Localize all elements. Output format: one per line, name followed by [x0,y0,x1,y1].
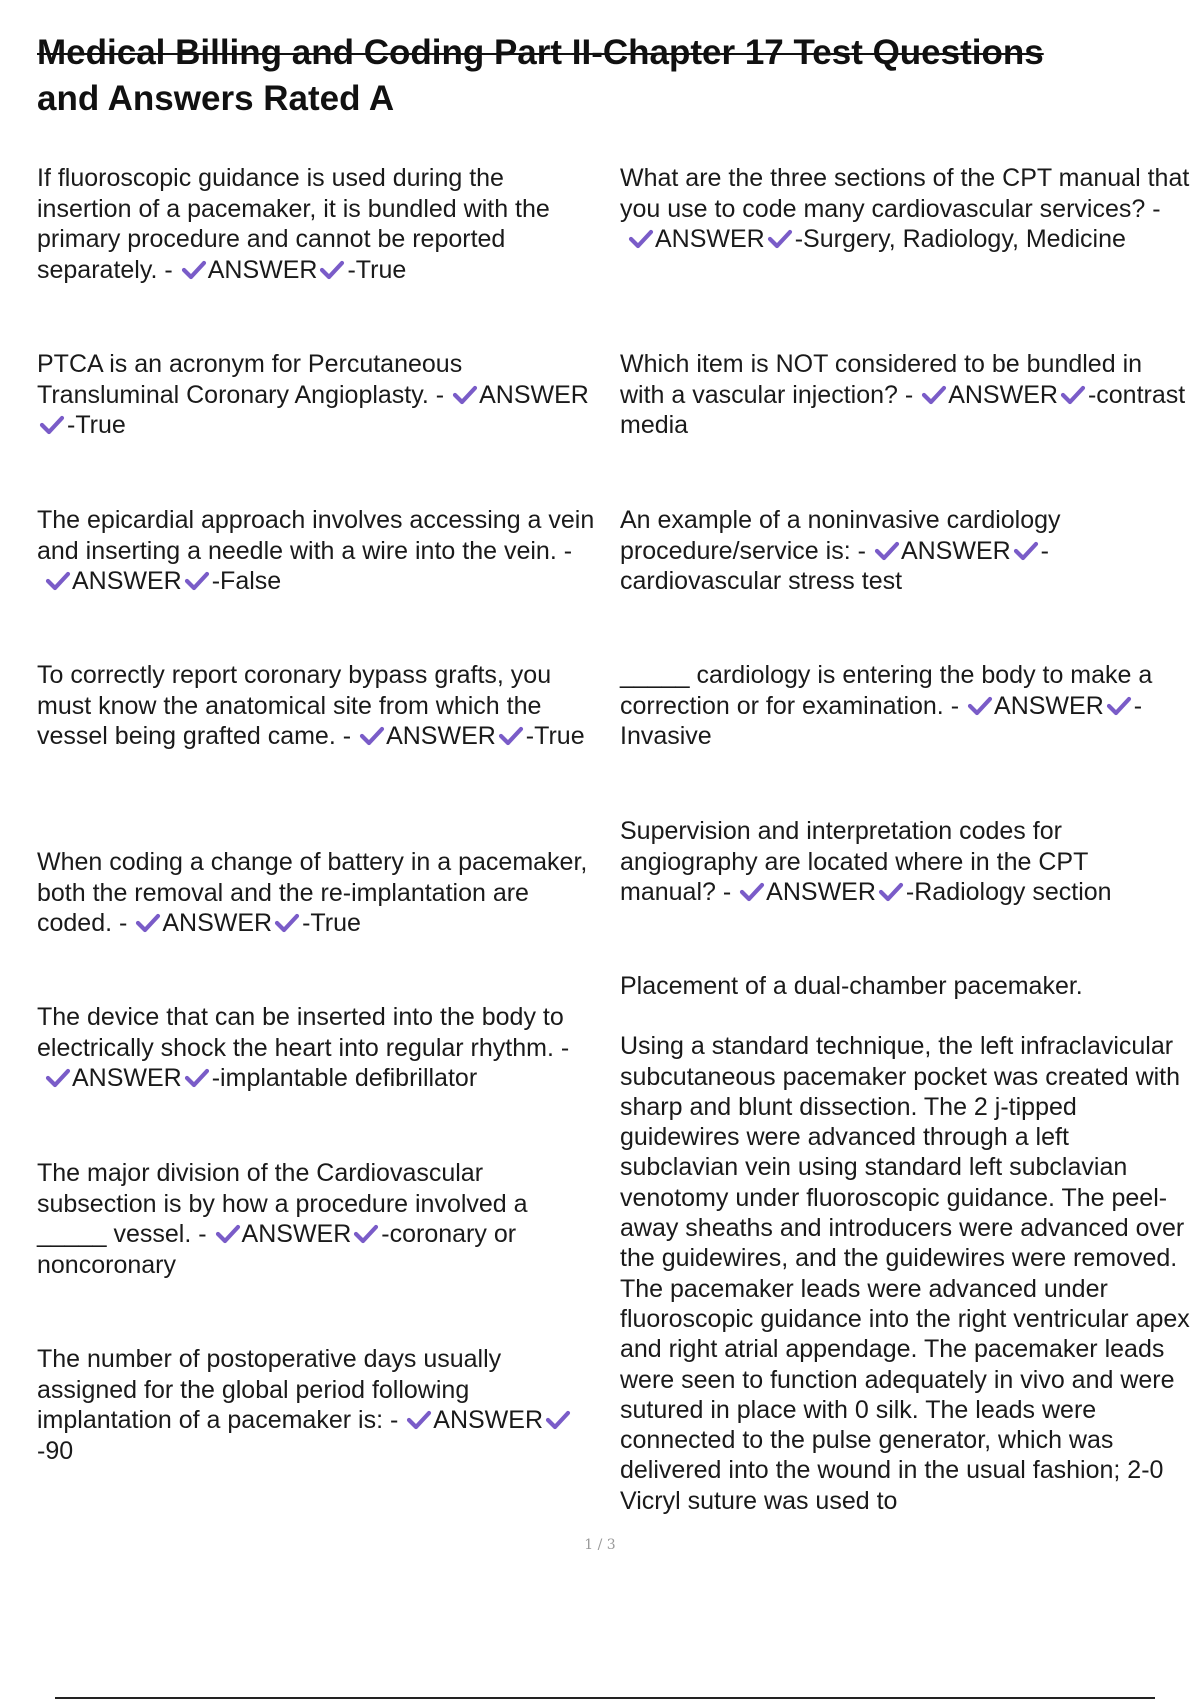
question-text: Supervision and interpretation codes for angiography are located where in the CPT manual? - [620,817,1088,906]
answer-text: -contrast media [620,380,1186,439]
qa-item-left-7 [37,1158,602,1280]
qa-item-left-3 [37,505,602,597]
page-number: 1 / 3 [584,1537,616,1553]
question-text: The epicardial approach involves accessing a vein and inserting a needle with a wire into the vein. - [37,506,595,565]
question-text: If fluoroscopic guidance is used during the insertion of a pacemaker, it is bundled with the primary procedure and cannot be reported separately. - [37,164,550,284]
qa-item-left-6 [37,1002,602,1094]
answer-text: -True [67,411,126,439]
answer-label: ANSWER [162,909,273,937]
question-text: PTCA is an acronym for Percutaneous Transluminal Coronary Angioplasty. - [37,350,463,409]
check-icon [319,258,345,280]
check-icon [359,724,385,746]
answer-label: ANSWER [72,1064,182,1092]
check-icon [921,383,947,405]
qa-item-right-1 [620,163,1190,255]
answer-label: ANSWER [948,380,1058,409]
check-icon [452,383,478,405]
question-heading: Placement of a dual-chamber pacemaker. [620,972,1083,1000]
answer-label: ANSWER [207,255,318,284]
check-icon [767,227,793,249]
question-text: What are the three sections of the CPT manual that you use to code many cardiovascular services? - [620,164,1190,223]
question-text: An example of a noninvasive cardiology procedure/service is: - [620,506,1061,565]
check-icon [878,880,904,902]
answer-text: -cardiovascular stress test [620,536,1049,595]
answer-text: -implantable defibrillator [211,1064,478,1092]
check-icon [1013,539,1039,561]
answer-label: ANSWER [433,1406,544,1434]
qa-item-left-2 [37,349,602,441]
check-icon [967,694,993,716]
answer-label: ANSWER [72,567,182,595]
title-line-1: Medical Billing and Coding Part II-Chapter 17 Test Questions [37,33,1044,72]
page-divider [55,1697,1155,1699]
check-icon [215,1222,241,1244]
check-icon [45,569,71,591]
answer-text: -Surgery, Radiology, Medicine [794,225,1126,253]
title-line-2: and Answers Rated A [37,79,395,118]
answer-label: ANSWER [766,878,876,906]
question-body: Using a standard technique, the left infraclavicular subcutaneous pacemaker pocket was created with sharp and blunt dissection. The 2 j-tipped guidewires were advanced through a left subclavian vein using standard left subclavian venotomy under fluoroscopic guidance. The peel-away sheaths and introducers were advanced over the guidewires, and the guidewires were removed. The pacemaker leads were advanced under fluoroscopic guidance into the right ventricular apex and right atrial appendage. The pacemaker leads were seen to function adequately in vivo and were sutured in place with 0 silk. The leads were connected to the pulse generator, which was delivered into the wound in the usual fashion; 2-0 Vicryl suture was used to [620,1032,1190,1515]
qa-item-left-8 [37,1344,602,1466]
answer-text: -Invasive [620,691,1143,750]
answer-label: ANSWER [900,536,1011,565]
check-icon [406,1408,432,1430]
answer-text: -coronary or noncoronary [37,1220,517,1279]
question-text: When coding a change of battery in a pacemaker, both the removal and the re-implantation are coded. - [37,848,588,937]
question-text: To correctly report coronary bypass grafts, you must know the anatomical site from which the vessel being grafted came. - [37,661,552,750]
check-icon [39,413,65,435]
check-icon [1106,694,1132,716]
answer-text: -Radiology section [905,878,1112,906]
check-icon [184,569,210,591]
answer-label: ANSWER [479,380,589,409]
answer-label: ANSWER [655,225,765,253]
qa-item-right-5 [620,816,1190,908]
answer-text: -True [525,722,585,750]
question-text: The number of postoperative days usually assigned for the global period following implantation of a pacemaker is: - [37,1345,502,1434]
question-text: _____ cardiology is entering the body to make a correction or for examination. - [620,661,1153,720]
answer-text: -True [302,909,361,937]
check-icon [1060,383,1086,405]
check-icon [181,258,207,280]
question-text: Which item is NOT considered to be bundled in with a vascular injection? - [620,350,1143,409]
answer-label: ANSWER [386,722,496,750]
check-icon [498,724,524,746]
answer-label: ANSWER [241,1220,352,1248]
check-icon [739,880,765,902]
qa-item-left-4 [37,660,602,752]
check-icon [353,1222,379,1244]
document-title [37,30,1167,122]
check-icon [184,1066,210,1088]
check-icon [274,911,300,933]
question-text: The major division of the Cardiovascular subsection is by how a procedure involved a _____ vessel. - [37,1159,528,1248]
qa-item-right-4 [620,660,1190,752]
check-icon [545,1408,571,1430]
check-icon [628,227,654,249]
answer-text: -True [347,255,407,284]
qa-item-left-5 [37,847,602,939]
qa-item-left-1 [37,163,602,285]
answer-text: -False [211,567,282,595]
qa-item-right-6 [620,971,1190,1516]
check-icon [874,539,900,561]
check-icon [135,911,161,933]
answer-label: ANSWER [994,691,1104,720]
answer-text: -90 [37,1436,74,1465]
check-icon [45,1066,71,1088]
paragraph-spacer [620,1001,1190,1031]
question-text: The device that can be inserted into the body to electrically shock the heart into regular rhythm. - [37,1003,570,1062]
qa-item-right-2 [620,349,1190,441]
qa-item-right-3 [620,505,1190,597]
